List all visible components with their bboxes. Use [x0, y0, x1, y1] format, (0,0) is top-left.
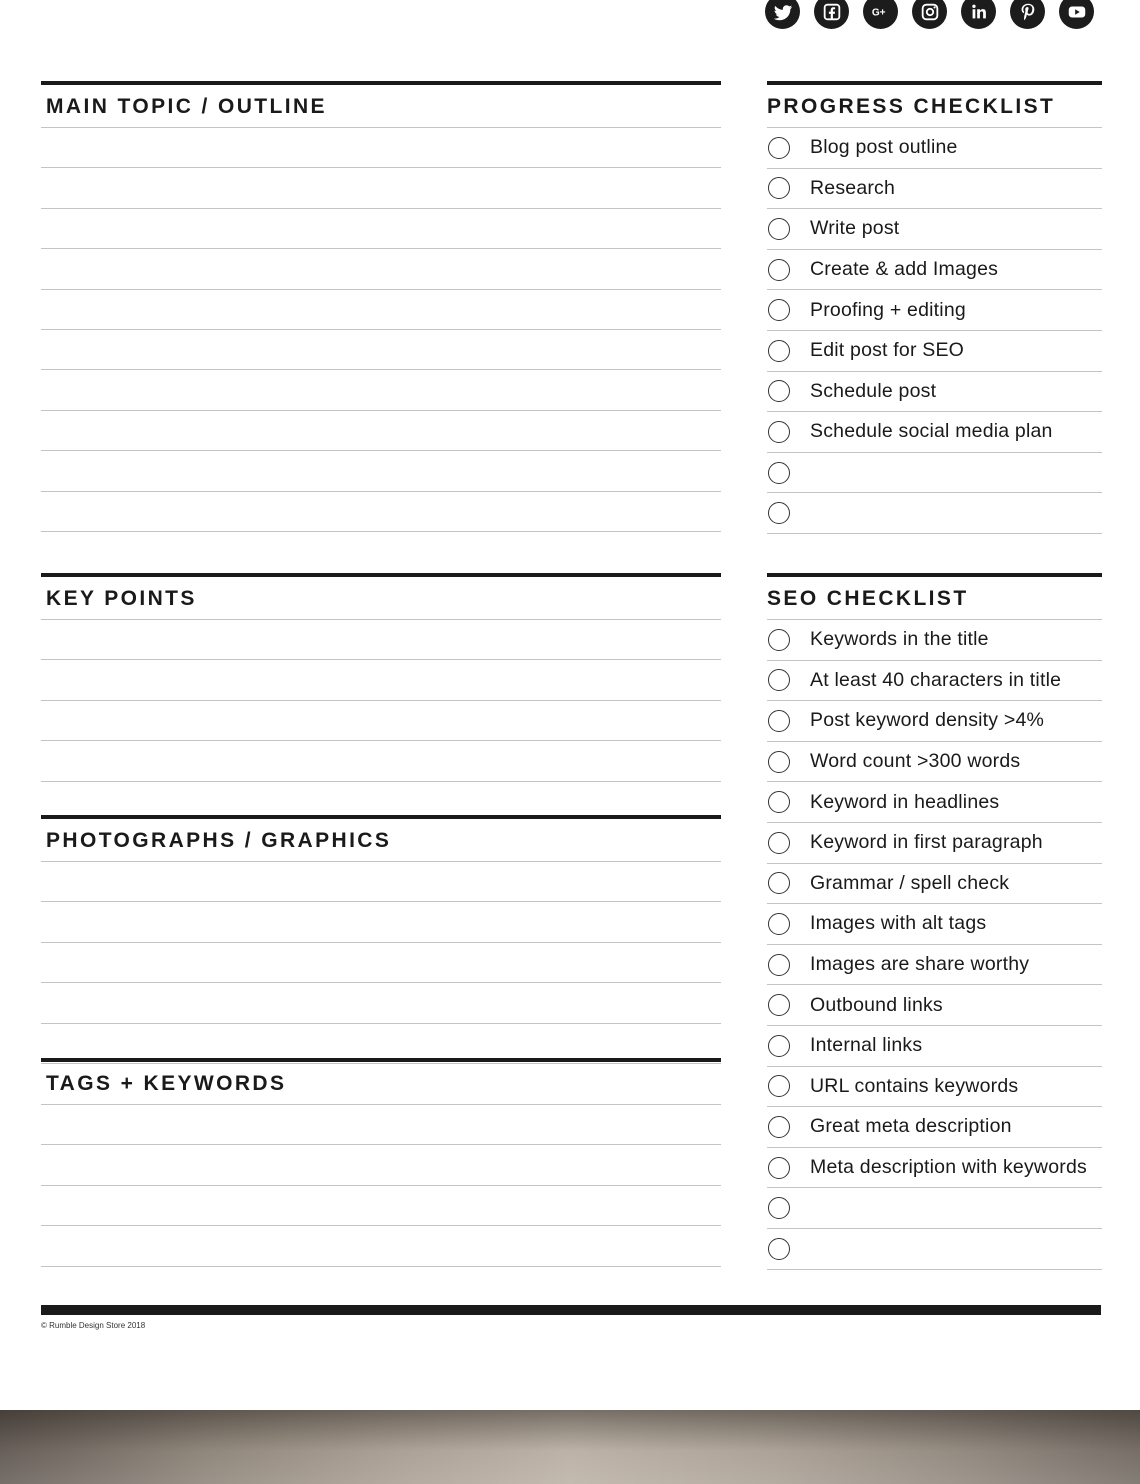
- writing-line[interactable]: [41, 370, 721, 410]
- checkbox-circle[interactable]: [768, 380, 790, 402]
- section-title: MAIN TOPIC / OUTLINE: [41, 85, 721, 128]
- writing-line[interactable]: [41, 902, 721, 942]
- section-title: TAGS + KEYWORDS: [41, 1062, 721, 1105]
- linkedin-icon[interactable]: [961, 0, 996, 29]
- checklist-item[interactable]: [767, 1229, 1102, 1270]
- youtube-icon[interactable]: [1059, 0, 1094, 29]
- facebook-icon[interactable]: [814, 0, 849, 29]
- checklist-label: Blog post outline: [810, 136, 958, 159]
- writing-line[interactable]: [41, 1105, 721, 1145]
- checkbox-circle[interactable]: [768, 994, 790, 1016]
- seo-checklist: [767, 573, 1102, 1270]
- writing-line[interactable]: [41, 701, 721, 741]
- checklist-item[interactable]: [767, 782, 1102, 823]
- writing-line[interactable]: [41, 983, 721, 1023]
- checkbox-circle[interactable]: [768, 299, 790, 321]
- footer-bar: [41, 1305, 1101, 1315]
- writing-line[interactable]: [41, 411, 721, 451]
- checklist-label: Proofing + editing: [810, 298, 966, 321]
- section-title: PHOTOGRAPHS / GRAPHICS: [41, 819, 721, 862]
- checkbox-circle[interactable]: [768, 751, 790, 773]
- checklist-label: Grammar / spell check: [810, 871, 1010, 894]
- checklist-label: Schedule social media plan: [810, 420, 1053, 443]
- checklist-item[interactable]: [767, 453, 1102, 494]
- checklist-item[interactable]: [767, 331, 1102, 372]
- checklist-label: Word count >300 words: [810, 750, 1021, 773]
- checkbox-circle[interactable]: [768, 421, 790, 443]
- checklist-label: Schedule post: [810, 379, 937, 402]
- checklist-label: Keywords in the title: [810, 628, 989, 651]
- checklist-label: URL contains keywords: [810, 1074, 1019, 1097]
- main-topic-section: [41, 81, 721, 532]
- checkbox-circle[interactable]: [768, 629, 790, 651]
- checklist-label: Create & add Images: [810, 258, 999, 281]
- checklist-label: Images are share worthy: [810, 953, 1030, 976]
- checklist-item[interactable]: [767, 412, 1102, 453]
- writing-line[interactable]: [41, 330, 721, 370]
- checklist-item[interactable]: [767, 945, 1102, 986]
- checklist-label: Great meta description: [810, 1115, 1012, 1138]
- checklist-item[interactable]: [767, 661, 1102, 702]
- checklist-item[interactable]: [767, 209, 1102, 250]
- checkbox-circle[interactable]: [768, 710, 790, 732]
- writing-line[interactable]: [41, 249, 721, 289]
- writing-line[interactable]: [41, 290, 721, 330]
- google-plus-icon[interactable]: [863, 0, 898, 29]
- checklist-item[interactable]: [767, 701, 1102, 742]
- copyright-text: © Rumble Design Store 2018: [41, 1321, 146, 1330]
- checkbox-circle[interactable]: [768, 669, 790, 691]
- background-shade: [0, 1410, 1140, 1484]
- checkbox-circle[interactable]: [768, 872, 790, 894]
- checkbox-circle[interactable]: [768, 177, 790, 199]
- instagram-icon[interactable]: [912, 0, 947, 29]
- writing-line[interactable]: [41, 492, 721, 532]
- checklist-item[interactable]: [767, 1067, 1102, 1108]
- checklist-item[interactable]: [767, 742, 1102, 783]
- section-title: KEY POINTS: [41, 577, 721, 620]
- writing-line[interactable]: [41, 943, 721, 983]
- social-icons: [765, 0, 1094, 29]
- checkbox-circle[interactable]: [768, 832, 790, 854]
- writing-line[interactable]: [41, 1145, 721, 1185]
- pinterest-icon[interactable]: [1010, 0, 1045, 29]
- checklist-item[interactable]: [767, 290, 1102, 331]
- checklist-item[interactable]: [767, 128, 1102, 169]
- checklist-item[interactable]: [767, 864, 1102, 905]
- checklist-item[interactable]: [767, 823, 1102, 864]
- checkbox-circle[interactable]: [768, 1075, 790, 1097]
- writing-line[interactable]: [41, 128, 721, 168]
- checklist-item[interactable]: [767, 250, 1102, 291]
- checklist-label: Keyword in first paragraph: [810, 831, 1043, 854]
- checklist-item[interactable]: [767, 372, 1102, 413]
- checkbox-circle[interactable]: [768, 1197, 790, 1219]
- checklist-item[interactable]: [767, 169, 1102, 210]
- writing-line[interactable]: [41, 741, 721, 781]
- checkbox-circle[interactable]: [768, 1035, 790, 1057]
- checklist-item[interactable]: [767, 620, 1102, 661]
- checklist-label: Edit post for SEO: [810, 339, 965, 362]
- checklist-label: Write post: [810, 217, 900, 240]
- checkbox-circle[interactable]: [768, 340, 790, 362]
- checklist-item[interactable]: [767, 904, 1102, 945]
- writing-line[interactable]: [41, 660, 721, 700]
- writing-line[interactable]: [41, 168, 721, 208]
- checklist-label: Post keyword density >4%: [810, 709, 1045, 732]
- checkbox-circle[interactable]: [768, 502, 790, 524]
- svg-text:G+: G+: [871, 7, 886, 19]
- section-title: SEO CHECKLIST: [767, 577, 1102, 620]
- checklist-label: Research: [810, 176, 896, 199]
- checklist-label: Keyword in headlines: [810, 790, 1000, 813]
- key-points-section: [41, 573, 721, 782]
- checkbox-circle[interactable]: [768, 137, 790, 159]
- checkbox-circle[interactable]: [768, 218, 790, 240]
- writing-line[interactable]: [41, 620, 721, 660]
- checkbox-circle[interactable]: [768, 1157, 790, 1179]
- writing-line[interactable]: [41, 862, 721, 902]
- checklist-item[interactable]: [767, 1107, 1102, 1148]
- writing-line[interactable]: [41, 1186, 721, 1226]
- writing-line[interactable]: [41, 451, 721, 491]
- checklist-item[interactable]: [767, 985, 1102, 1026]
- twitter-icon[interactable]: [765, 0, 800, 29]
- progress-checklist: [767, 81, 1102, 534]
- checkbox-circle[interactable]: [768, 1238, 790, 1260]
- writing-line[interactable]: [41, 209, 721, 249]
- checkbox-circle[interactable]: [768, 913, 790, 935]
- background-photo: [0, 1410, 1140, 1484]
- checkbox-circle[interactable]: [768, 1116, 790, 1138]
- checklist-item[interactable]: [767, 493, 1102, 534]
- checklist-label: Meta description with keywords: [810, 1156, 1087, 1179]
- checkbox-circle[interactable]: [768, 462, 790, 484]
- checklist-label: At least 40 characters in title: [810, 668, 1062, 691]
- checklist-item[interactable]: [767, 1188, 1102, 1229]
- checklist-item[interactable]: [767, 1026, 1102, 1067]
- photographs-section: [41, 815, 721, 1064]
- checkbox-circle[interactable]: [768, 954, 790, 976]
- checklist-label: Images with alt tags: [810, 912, 987, 935]
- checklist-label: Internal links: [810, 1034, 923, 1057]
- section-title: PROGRESS CHECKLIST: [767, 85, 1102, 128]
- checklist-label: Outbound links: [810, 993, 943, 1016]
- checkbox-circle[interactable]: [768, 259, 790, 281]
- tags-keywords-section: [41, 1058, 721, 1267]
- checkbox-circle[interactable]: [768, 791, 790, 813]
- checklist-item[interactable]: [767, 1148, 1102, 1189]
- writing-line[interactable]: [41, 1226, 721, 1266]
